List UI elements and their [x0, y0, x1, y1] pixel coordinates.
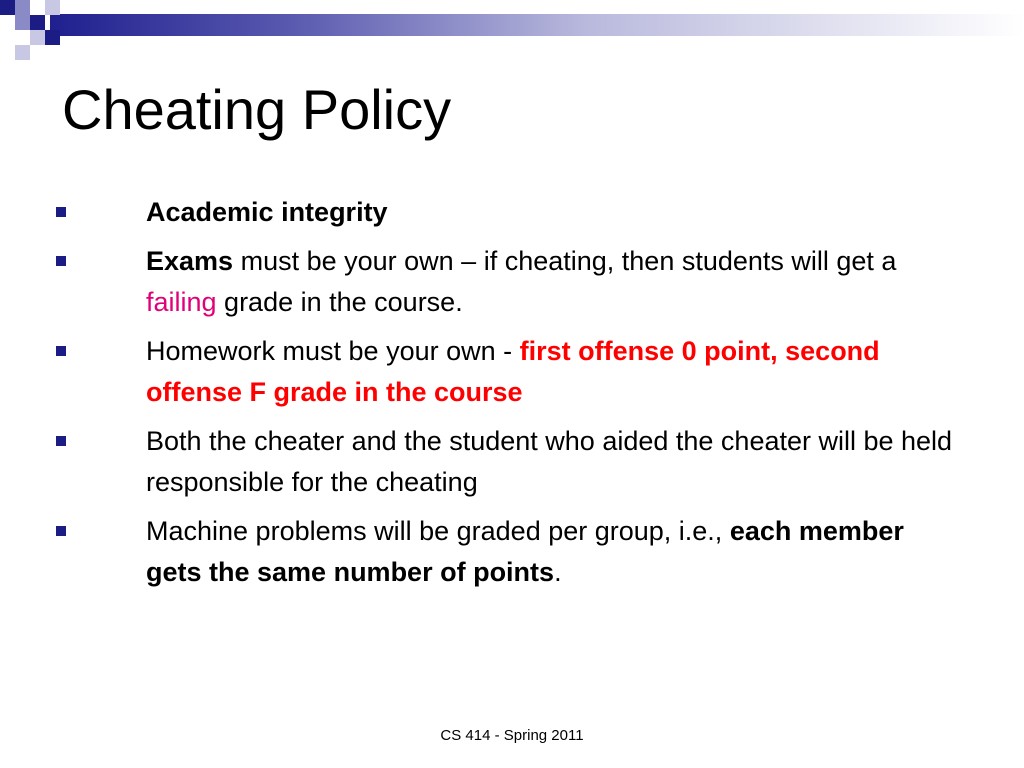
bullet-text-segment: each member gets the same number of points — [146, 516, 904, 587]
bullet-text-segment: must be your own – if cheating, then students will get a — [233, 246, 897, 276]
header-square-decoration — [0, 0, 15, 15]
bullet-item — [0, 331, 1024, 413]
slide-title: Cheating Policy — [62, 78, 452, 141]
square-bullet-icon — [56, 436, 66, 446]
header-square-decoration — [15, 45, 30, 60]
square-bullet-icon — [56, 256, 66, 266]
bullet-text-segment: . — [554, 557, 562, 587]
square-bullet-icon — [56, 346, 66, 356]
bullet-text-segment: Academic integrity — [146, 197, 388, 227]
header-square-decoration — [30, 30, 45, 45]
slide-footer: CS 414 - Spring 2011 — [440, 727, 584, 744]
bullet-item — [0, 192, 1024, 233]
square-bullet-icon — [56, 526, 66, 536]
bullet-text-segment: grade in the course. — [216, 287, 463, 317]
header-square-decoration — [15, 0, 30, 15]
bullet-text-segment: failing — [146, 287, 217, 317]
bullet-item — [0, 241, 1024, 323]
square-bullet-icon — [56, 207, 66, 217]
bullet-text-segment: Exams — [146, 246, 234, 276]
bullet-list — [0, 192, 1024, 601]
header-square-decoration — [45, 0, 60, 15]
header-square-decoration — [45, 30, 60, 45]
bullet-text-segment: Homework must be your own - — [146, 336, 520, 366]
bullet-text-segment: first offense 0 point, second offense F grade in the course — [146, 336, 880, 407]
bullet-text-segment: Both the cheater and the student who aided the cheater will be held responsible for the cheating — [146, 426, 953, 497]
bullet-text-segment: Machine problems will be graded per group, i.e., — [146, 516, 730, 546]
bullet-item — [0, 421, 1024, 503]
header-square-decoration — [15, 15, 30, 30]
header-gradient-bar — [50, 14, 1024, 36]
header-square-decoration — [30, 15, 45, 30]
bullet-item — [0, 511, 1024, 593]
